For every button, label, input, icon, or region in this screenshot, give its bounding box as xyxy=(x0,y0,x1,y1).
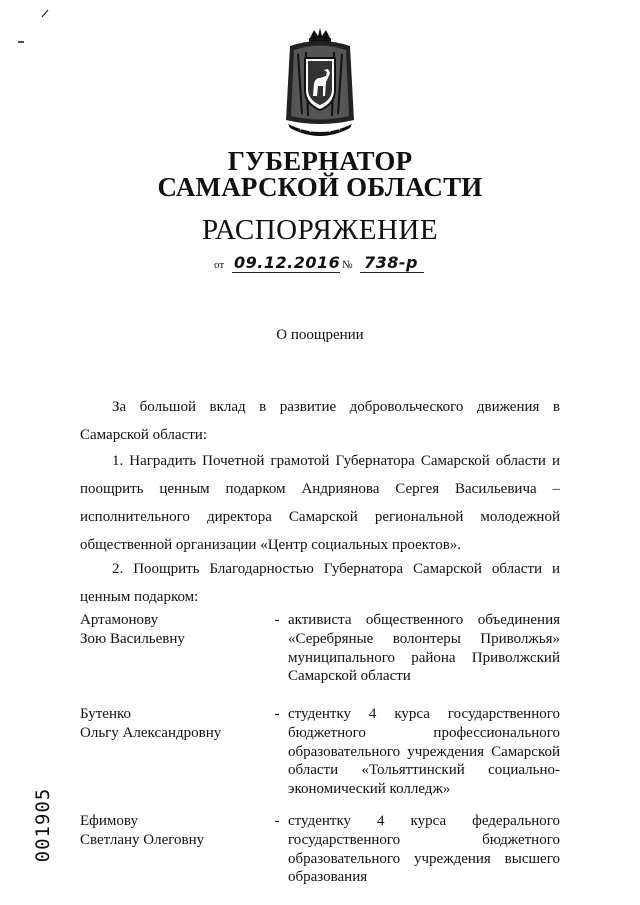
number-underline xyxy=(360,272,424,273)
recipient-given-name: Ольгу Александровну xyxy=(80,724,222,741)
samara-coat-of-arms-icon xyxy=(280,28,360,140)
recipient-name xyxy=(80,812,265,850)
recipient-name xyxy=(80,611,265,649)
date-underline xyxy=(232,272,340,273)
intro-paragraph xyxy=(80,393,560,449)
side-serial-stamp xyxy=(28,780,58,870)
recipient-dash: - xyxy=(274,612,280,628)
recipient-given-name: Светлану Олеговну xyxy=(80,831,205,848)
pen-mark xyxy=(18,40,24,44)
pen-mark xyxy=(40,8,50,18)
recipient-surname: Артамонову xyxy=(80,612,159,628)
recipient-description: активиста общественного объединения «Серебряные волонтеры Приволжья» муниципального района Приволжский Самарской области xyxy=(288,612,560,685)
handwritten-number: 738-р xyxy=(364,253,418,272)
recipient-surname: Бутенко xyxy=(80,706,132,722)
date-prefix: от xyxy=(214,259,225,271)
issuer-title-line2: САМАРСКОЙ ОБЛАСТИ xyxy=(157,172,483,202)
recipient-description: студентку 4 курса государственного бюджетного профессионального образовательного учреждения Самарской области «Тольяттинский социально-экономический колледж» xyxy=(288,706,560,798)
item-1-paragraph xyxy=(80,447,560,559)
recipient-description: студентку 4 курса федерального государственного бюджетного образовательного учреждения высшего образования xyxy=(288,813,560,886)
document-subject: О поощрении xyxy=(276,327,364,343)
serial-number: 001905 xyxy=(32,787,54,863)
item-2-text: 2. Поощрить Благодарностью Губернатора Самарской области и ценным подарком: xyxy=(80,561,560,605)
document-type: РАСПОРЯЖЕНИЕ xyxy=(201,214,439,246)
handwritten-date: 09.12.2016 xyxy=(234,253,341,272)
issuer-title-line1: ГУБЕРНАТОР xyxy=(227,146,413,176)
recipient-dash: - xyxy=(274,813,280,829)
date-number-line xyxy=(214,250,434,276)
item-2-paragraph xyxy=(80,555,560,611)
intro-text: За большой вклад в развитие добровольческого движения в Самарской области: xyxy=(80,399,560,443)
recipient-name xyxy=(80,705,265,743)
item-1-text: 1. Наградить Почетной грамотой Губернатора Самарской области и поощрить ценным подарком Андриянова Сергея Васильевича – исполнительного директора Самарской региональной молодежной общественной организации «Центр социальных проектов». xyxy=(80,453,560,553)
recipient-given-name: Зою Васильевну xyxy=(80,630,185,647)
number-prefix: № xyxy=(342,259,353,271)
recipient-surname: Ефимову xyxy=(80,813,138,829)
recipient-dash: - xyxy=(274,706,280,722)
